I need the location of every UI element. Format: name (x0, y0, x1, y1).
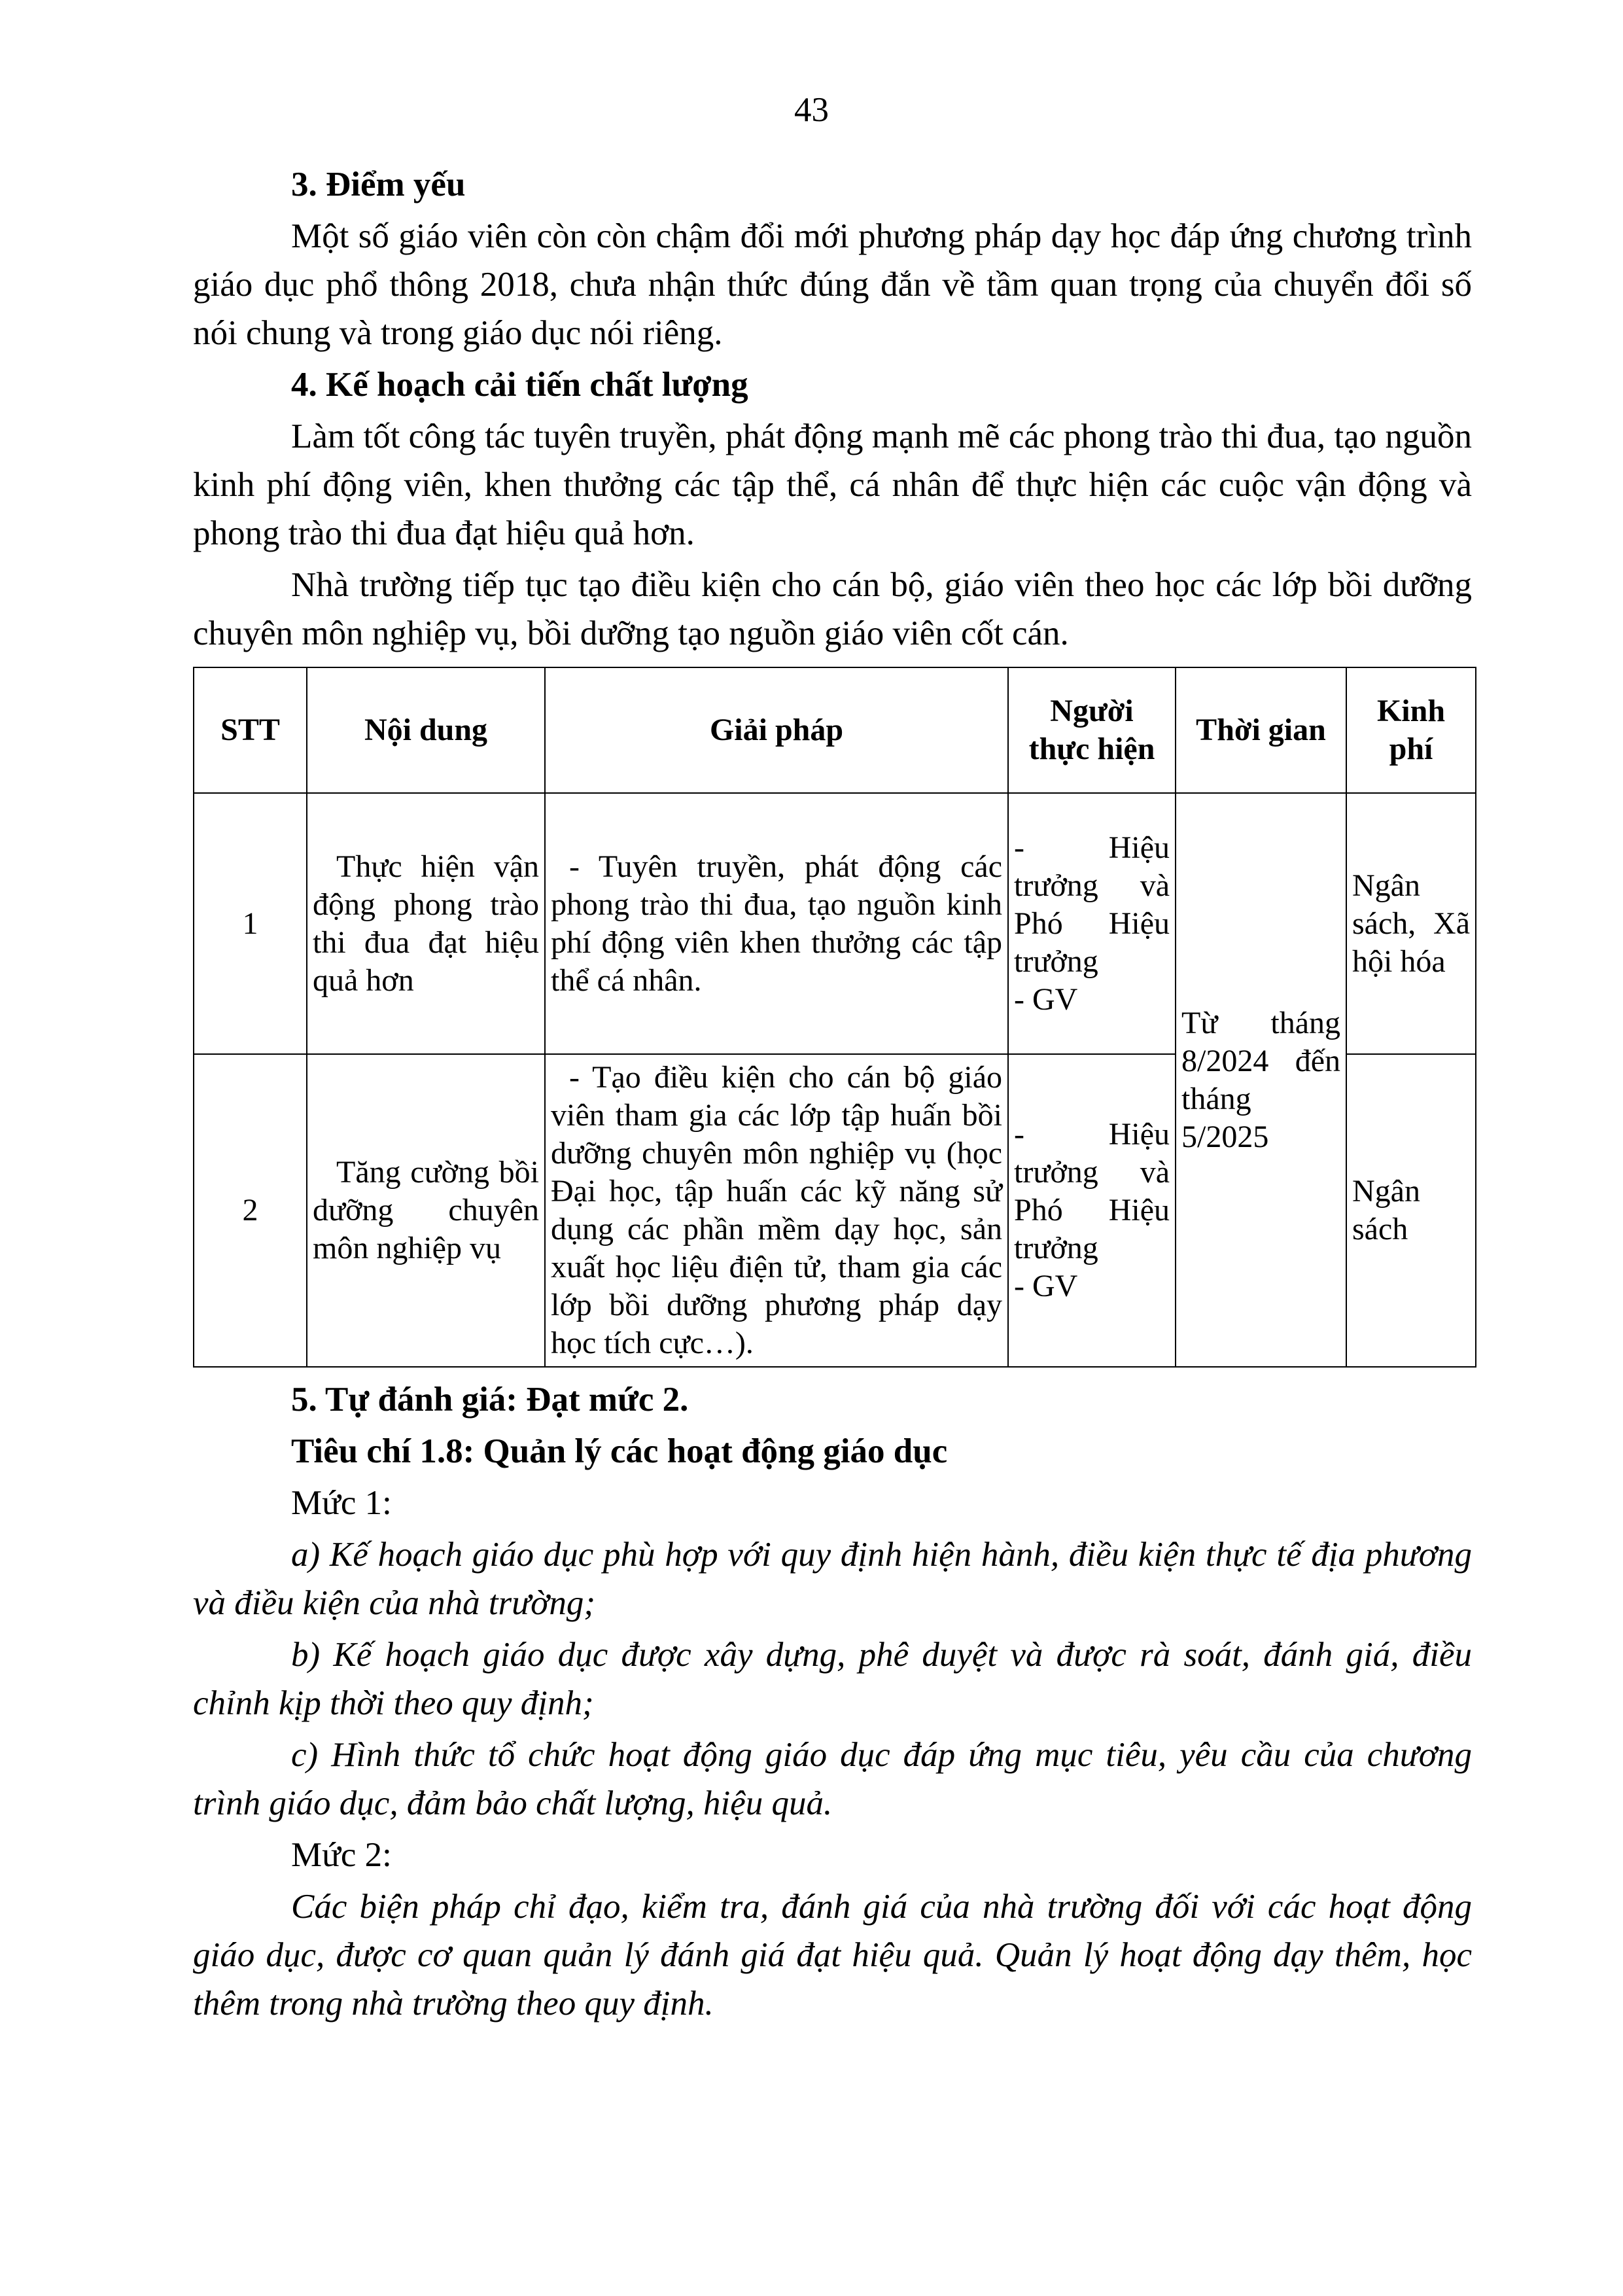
criterion-item-a: a) Kế hoạch giáo dục phù hợp với quy định hiện hành, điều kiện thực tế địa phương và điều kiện của nhà trường; (193, 1536, 1472, 1622)
header-time: Thời gian (1176, 667, 1346, 793)
row-person: - Hiệu trưởng và Phó Hiệu trưởng - GV (1008, 1054, 1176, 1367)
header-stt: STT (194, 667, 307, 793)
header-person: Người thực hiện (1008, 667, 1176, 793)
criterion-item-b: b) Kế hoạch giáo dục được xây dựng, phê duyệt và được rà soát, đánh giá, điều chỉnh kịp thời theo quy định; (193, 1636, 1472, 1722)
row-time: Từ tháng 8/2024 đến tháng 5/2025 (1176, 793, 1346, 1367)
row-stt: 2 (194, 1054, 307, 1367)
document-body (193, 160, 1472, 2031)
header-solution: Giải pháp (545, 667, 1008, 793)
criterion-item-c: c) Hình thức tổ chức hoạt động giáo dục đáp ứng mục tiêu, yêu cầu của chương trình giáo dục, đảm bảo chất lượng, hiệu quả. (193, 1736, 1472, 1822)
improvement-plan-table (193, 667, 1476, 1368)
row-content: Thực hiện vận động phong trào thi đua đạt hiệu quả hơn (307, 793, 545, 1054)
section-3-body: Một số giáo viên còn còn chậm đổi mới phương pháp dạy học đáp ứng chương trình giáo dục phổ thông 2018, chưa nhận thức đúng đắn về tầm quan trọng của chuyển đổi số nói chung và trong giáo dục nói riêng. (193, 217, 1472, 352)
row-stt: 1 (194, 793, 307, 1054)
row-solution: - Tuyên truyền, phát động các phong trào thi đua, tạo nguồn kinh phí động viên khen thưởng các tập thể cá nhân. (545, 793, 1008, 1054)
section-3-heading: 3. Điểm yếu (291, 166, 466, 203)
row-content: Tăng cường bồi dưỡng chuyên môn nghiệp vụ (307, 1054, 545, 1367)
level-2-label: Mức 2: (291, 1836, 392, 1874)
table-row (194, 793, 1476, 1054)
row-budget: Ngân sách (1346, 1054, 1476, 1367)
section-5-heading: 5. Tự đánh giá: Đạt mức 2. (291, 1381, 689, 1419)
section-4-heading: 4. Kế hoạch cải tiến chất lượng (291, 366, 748, 404)
row-solution: - Tạo điều kiện cho cán bộ giáo viên tham gia các lớp tập huấn bồi dưỡng chuyên môn nghiệp vụ (học Đại học, tập huấn các kỹ năng sử dụng các phần mềm dạy học, sản xuất học liệu điện tử, tham gia các lớp bồi dưỡng phương pháp dạy học tích cực…). (545, 1054, 1008, 1367)
level-1-label: Mức 1: (291, 1484, 392, 1522)
table-header-row (194, 667, 1476, 793)
criterion-heading: Tiêu chí 1.8: Quản lý các hoạt động giáo dục (291, 1432, 948, 1470)
header-content: Nội dung (307, 667, 545, 793)
page-number: 43 (794, 91, 829, 129)
row-person: - Hiệu trưởng và Phó Hiệu trưởng - GV (1008, 793, 1176, 1054)
level-2-text: Các biện pháp chỉ đạo, kiểm tra, đánh giá của nhà trường đối với các hoạt động giáo dục, được cơ quan quản lý đánh giá đạt hiệu quả. Quản lý hoạt động dạy thêm, học thêm trong nhà trường theo quy định. (193, 1888, 1472, 2022)
header-budget: Kinh phí (1346, 667, 1476, 793)
row-budget: Ngân sách, Xã hội hóa (1346, 793, 1476, 1054)
section-4-paragraph-2: Nhà trường tiếp tục tạo điều kiện cho cán bộ, giáo viên theo học các lớp bồi dưỡng chuyên môn nghiệp vụ, bồi dưỡng tạo nguồn giáo viên cốt cán. (193, 566, 1472, 652)
section-4-paragraph-1: Làm tốt công tác tuyên truyền, phát động mạnh mẽ các phong trào thi đua, tạo nguồn kinh phí động viên, khen thưởng các tập thể, cá nhân để thực hiện các cuộc vận động và phong trào thi đua đạt hiệu quả hơn. (193, 417, 1472, 552)
